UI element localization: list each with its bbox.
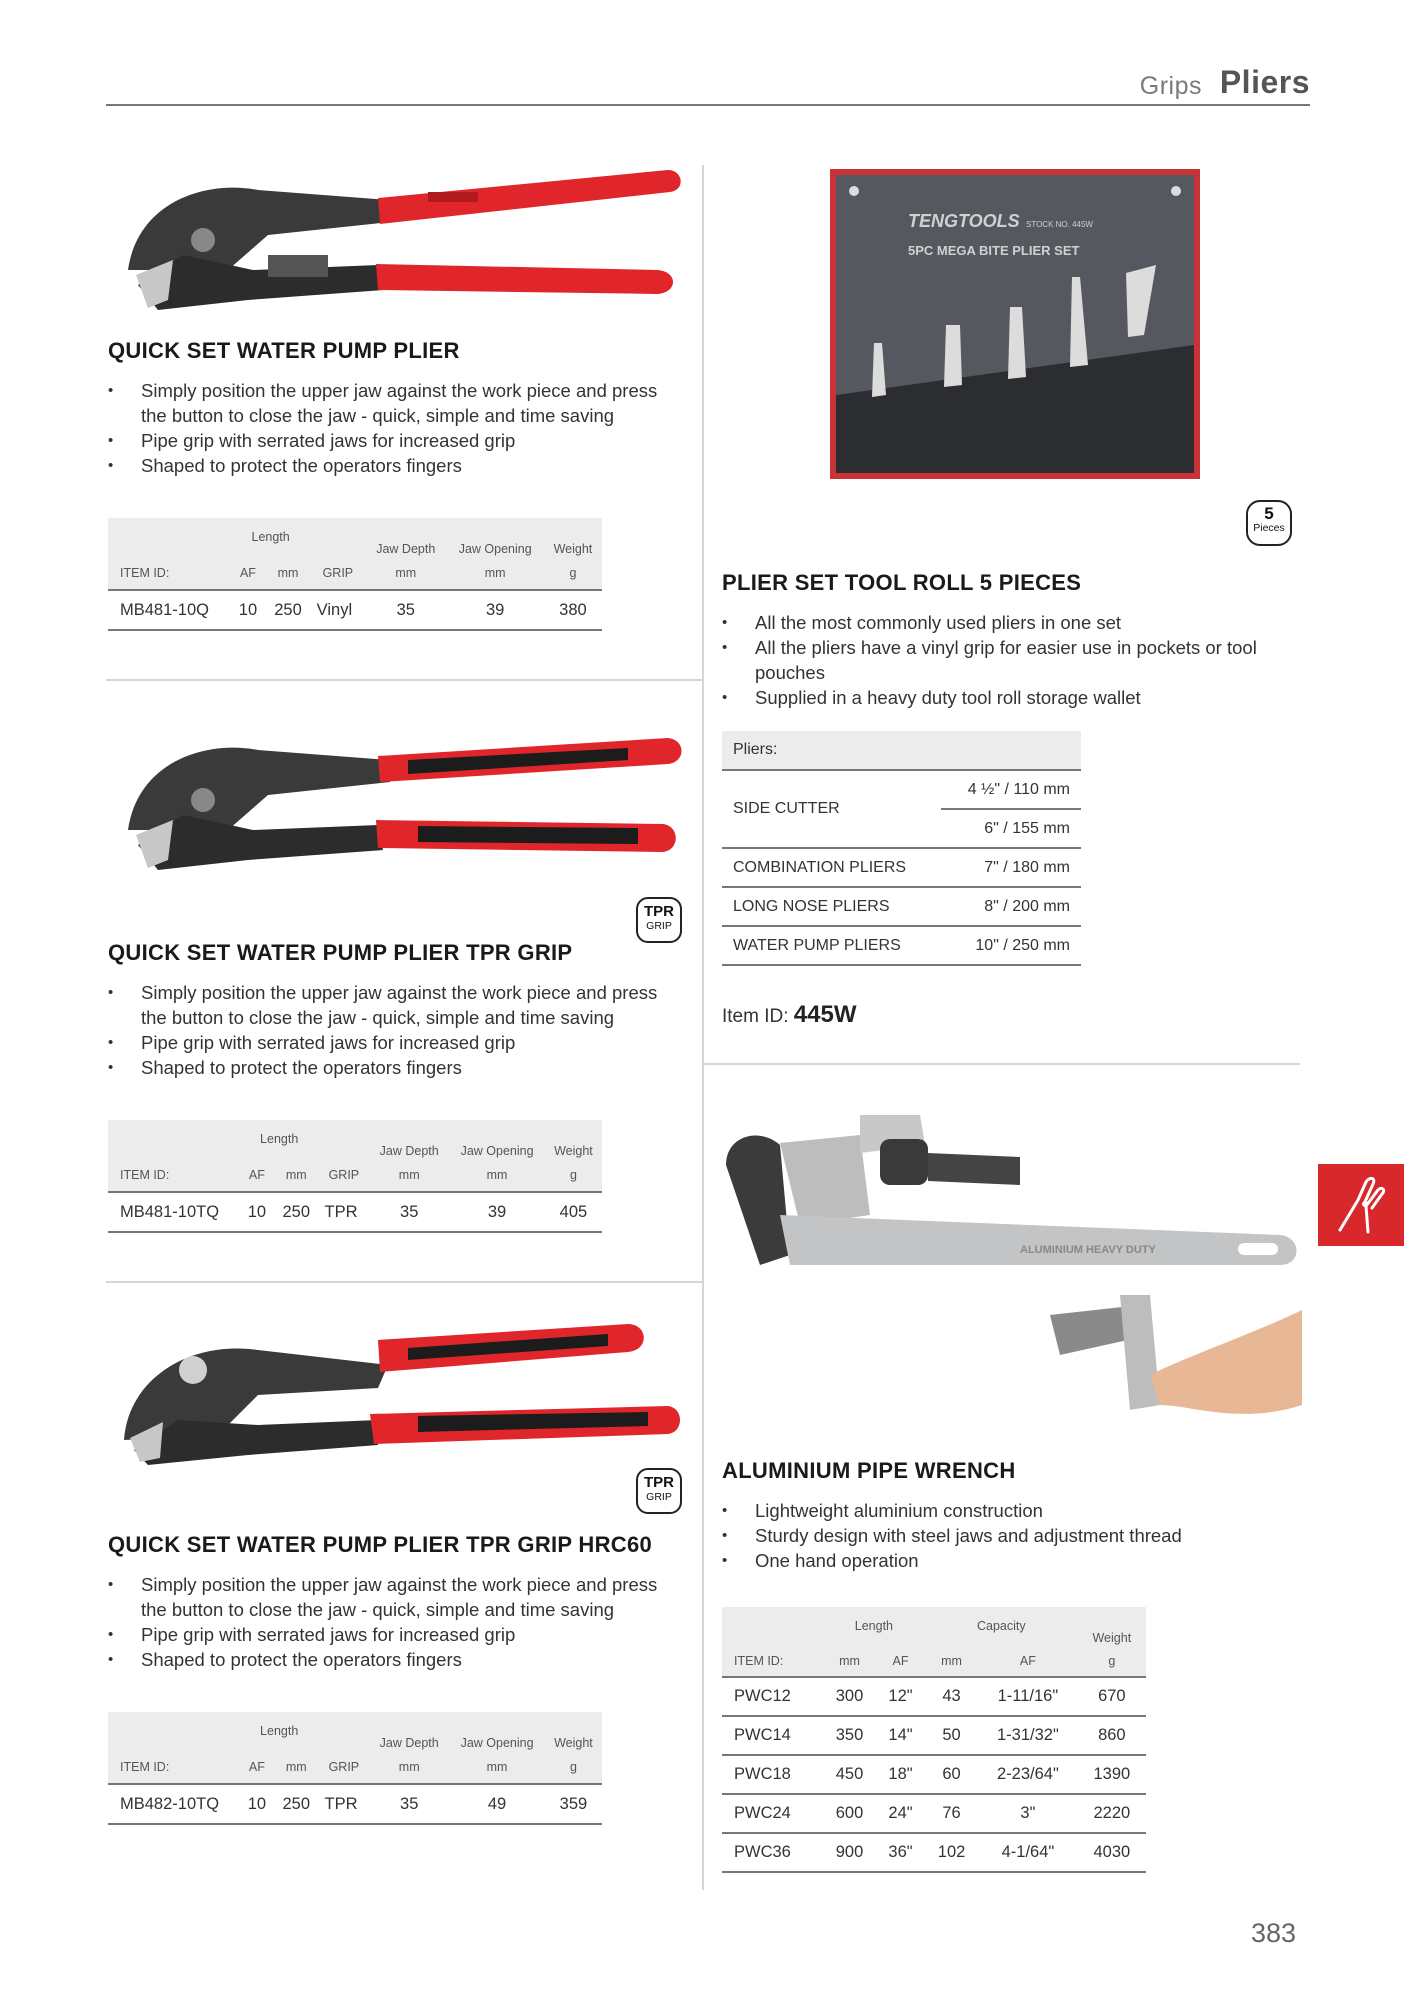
table-row — [722, 848, 1081, 887]
column-header: g — [569, 1167, 577, 1182]
table-group-header — [108, 1712, 602, 1750]
roll-set-name-text: 5PC MEGA BITE PLIER SET — [908, 243, 1080, 258]
feature-list — [108, 378, 668, 478]
table-cell: 1-31/32" — [997, 1726, 1059, 1744]
section-divider — [106, 679, 702, 681]
column-header: AF — [892, 1653, 909, 1668]
column-header: mm — [398, 1759, 420, 1774]
table-cell: MB482-10TQ — [120, 1794, 220, 1813]
plier-size: 8" / 200 mm — [941, 887, 1081, 926]
table-cell: 450 — [835, 1765, 864, 1783]
table-row — [722, 926, 1081, 965]
column-header: Weight — [554, 1144, 593, 1158]
table-group-header — [108, 518, 602, 556]
table-cell: 49 — [487, 1794, 507, 1813]
page-title: Pliers — [1219, 64, 1310, 100]
feature-item: • Simply position the upper jaw against the work piece and press the button to close the jaw - quick, simple and time saving — [108, 1572, 668, 1622]
plier-name: LONG NOSE PLIERS — [722, 887, 941, 926]
table-cell: 60 — [942, 1765, 961, 1783]
water-pump-plier-image — [108, 160, 688, 320]
table-group-header — [108, 1120, 602, 1158]
table-row — [722, 1794, 1146, 1833]
table-cell: 1-11/16" — [997, 1687, 1059, 1705]
tpr-grip-badge — [636, 1468, 682, 1514]
column-header: Weight — [1092, 1631, 1132, 1645]
table-unit-header — [108, 1750, 602, 1784]
table-cell: 10 — [247, 1202, 267, 1221]
product-title: QUICK SET WATER PUMP PLIER — [108, 338, 460, 363]
table-cell: 350 — [835, 1726, 864, 1744]
table-cell: 10 — [238, 600, 258, 619]
table-cell: MB481-10Q — [120, 600, 209, 619]
column-header: GRIP — [328, 1759, 360, 1774]
column-header: g — [1108, 1653, 1116, 1668]
feature-item: • One hand operation — [722, 1548, 1302, 1573]
pieces-badge — [1246, 500, 1292, 546]
table-cell: 14" — [888, 1726, 913, 1744]
column-header: Weight — [554, 1736, 593, 1750]
table-cell: 860 — [1098, 1726, 1126, 1744]
column-header: ITEM ID: — [120, 1759, 170, 1774]
table-cell: 600 — [835, 1804, 864, 1822]
table-cell: 300 — [835, 1687, 864, 1705]
column-header: mm — [285, 1759, 307, 1774]
table-cell: 43 — [942, 1687, 961, 1705]
table-cell: 250 — [282, 1794, 311, 1813]
table-cell: 4-1/64" — [1001, 1843, 1055, 1861]
pipe-wrench-image — [720, 1105, 1302, 1445]
tpr-grip-badge — [636, 897, 682, 943]
table-cell: 18" — [888, 1765, 913, 1783]
section-divider — [704, 1063, 1300, 1065]
table-cell: 35 — [400, 1794, 419, 1813]
table-row — [108, 1192, 602, 1232]
plier-name: WATER PUMP PLIERS — [722, 926, 941, 965]
roll-stock-text: STOCK NO. 445W — [1026, 220, 1093, 229]
feature-list — [108, 980, 668, 1080]
table-cell: 3" — [1020, 1804, 1036, 1822]
feature-item: • Lightweight aluminium construction — [722, 1498, 1302, 1523]
plier-size: 10" / 250 mm — [941, 926, 1081, 965]
plier-size: 4 ½" / 110 mm — [941, 770, 1081, 809]
table-cell: 39 — [485, 600, 505, 619]
spec-table — [108, 1120, 602, 1233]
water-pump-plier-hrc60-image — [108, 1310, 688, 1470]
column-header: Weight — [553, 542, 593, 556]
table-cell: 50 — [942, 1726, 961, 1744]
table-row — [722, 887, 1081, 926]
feature-list — [722, 1498, 1302, 1573]
table-cell: Vinyl — [316, 600, 353, 619]
page-header — [106, 60, 1310, 106]
table-cell: 250 — [274, 600, 302, 619]
feature-item: • Pipe grip with serrated jaws for increased grip — [108, 1030, 668, 1055]
table-row — [108, 1784, 602, 1824]
section-label: Grips — [1139, 72, 1202, 100]
feature-item: • Pipe grip with serrated jaws for increased grip — [108, 428, 668, 453]
column-header: ITEM ID: — [120, 1167, 170, 1182]
badge-text: TPR — [644, 1474, 674, 1491]
table-group-header — [722, 1607, 1146, 1645]
product-title: QUICK SET WATER PUMP PLIER TPR GRIP — [108, 940, 573, 965]
pliers-icon — [1318, 1164, 1404, 1246]
column-header: mm — [484, 565, 506, 580]
water-pump-plier-tpr-image — [108, 720, 688, 870]
plier-size: 6" / 155 mm — [941, 809, 1081, 848]
table-cell: 2220 — [1093, 1804, 1131, 1822]
item-id-label: Item ID: — [722, 1006, 789, 1027]
product-title: PLIER SET TOOL ROLL 5 PIECES — [722, 570, 1082, 595]
column-header: g — [569, 1759, 577, 1774]
table-unit-header — [722, 1645, 1146, 1677]
column-header: Jaw Opening — [460, 1144, 534, 1158]
column-header: mm — [395, 565, 417, 580]
table-unit-header — [108, 1158, 602, 1192]
column-header: mm — [285, 1167, 307, 1182]
pliers-section-tab[interactable] — [1318, 1164, 1404, 1246]
section-divider — [106, 1281, 702, 1283]
feature-item: • Shaped to protect the operators fingers — [108, 1647, 668, 1672]
item-id — [722, 1001, 857, 1029]
feature-list — [722, 610, 1302, 710]
feature-item: • Simply position the upper jaw against the work piece and press the button to close the jaw - quick, simple and time saving — [108, 980, 668, 1030]
table-unit-header — [108, 556, 602, 590]
feature-item: • All the most commonly used pliers in one set — [722, 610, 1302, 635]
table-cell: 4030 — [1093, 1843, 1131, 1861]
table-cell: 76 — [942, 1804, 961, 1822]
column-header: ITEM ID: — [734, 1653, 784, 1668]
spec-table — [108, 518, 602, 631]
column-header: mm — [486, 1759, 508, 1774]
feature-item: • Sturdy design with steel jaws and adjustment thread — [722, 1523, 1302, 1548]
table-cell: TPR — [324, 1202, 358, 1221]
table-cell: 102 — [937, 1843, 966, 1861]
table-cell: 405 — [559, 1202, 588, 1221]
column-header: AF — [1019, 1653, 1036, 1668]
plier-set-roll-image — [826, 165, 1204, 483]
item-id-value: 445W — [793, 1001, 857, 1028]
page-number: 383 — [1250, 1918, 1296, 1948]
table-cell: PWC18 — [734, 1765, 791, 1783]
badge-text: GRIP — [646, 1491, 672, 1503]
feature-item: • Shaped to protect the operators fingers — [108, 1055, 668, 1080]
table-row — [722, 1755, 1146, 1794]
column-header: Jaw Opening — [460, 1736, 534, 1750]
pipe-wrench-spec-table — [722, 1607, 1146, 1873]
table-row — [722, 1716, 1146, 1755]
feature-list — [108, 1572, 668, 1672]
table-cell: 380 — [559, 600, 587, 619]
feature-item: • Supplied in a heavy duty tool roll storage wallet — [722, 685, 1302, 710]
plier-name: SIDE CUTTER — [722, 770, 941, 848]
wrench-engraving-text: ALUMINIUM HEAVY DUTY — [1020, 1244, 1156, 1256]
column-header: mm — [839, 1653, 860, 1668]
table-cell: 900 — [835, 1843, 864, 1861]
column-header: AF — [248, 1167, 265, 1182]
feature-item: • Shaped to protect the operators fingers — [108, 453, 668, 478]
table-cell: 250 — [282, 1202, 311, 1221]
column-header: Length — [260, 1132, 299, 1146]
column-header: Jaw Depth — [379, 1144, 439, 1158]
column-header: Capacity — [976, 1619, 1026, 1633]
table-row — [108, 590, 602, 630]
feature-item: • All the pliers have a vinyl grip for easier use in pockets or tool pouches — [722, 635, 1302, 685]
badge-text: Pieces — [1253, 522, 1285, 534]
table-cell: MB481-10TQ — [120, 1202, 220, 1221]
table-cell: 10 — [247, 1794, 267, 1813]
table-cell: PWC24 — [734, 1804, 791, 1822]
badge-text: 5 — [1264, 504, 1274, 523]
badge-text: GRIP — [646, 920, 672, 932]
table-header — [722, 731, 1081, 770]
product-title: ALUMINIUM PIPE WRENCH — [722, 1458, 1016, 1483]
table-cell: 36" — [888, 1843, 913, 1861]
table-row — [722, 1833, 1146, 1872]
product-title: QUICK SET WATER PUMP PLIER TPR GRIP HRC60 — [108, 1532, 653, 1557]
spec-table — [108, 1712, 602, 1825]
column-header: Jaw Depth — [379, 1736, 439, 1750]
table-cell: 1390 — [1093, 1765, 1131, 1783]
table-cell: TPR — [324, 1794, 358, 1813]
badge-text: TPR — [644, 903, 674, 920]
table-cell: PWC14 — [734, 1726, 791, 1744]
plier-name: COMBINATION PLIERS — [722, 848, 941, 887]
plier-set-table — [722, 731, 1081, 966]
roll-brand-text: TENGTOOLS — [908, 211, 1020, 231]
feature-item: • Pipe grip with serrated jaws for increased grip — [108, 1622, 668, 1647]
column-header: AF — [248, 1759, 265, 1774]
column-header: g — [569, 565, 577, 580]
table-cell: 39 — [487, 1202, 507, 1221]
table-cell: 24" — [888, 1804, 913, 1822]
column-header: Length — [854, 1619, 893, 1633]
table-cell: 35 — [396, 600, 415, 619]
column-header: ITEM ID: — [120, 565, 170, 580]
table-row — [722, 770, 1081, 809]
column-header: mm — [941, 1653, 962, 1668]
column-header: Length — [251, 530, 290, 544]
column-header: mm — [277, 565, 299, 580]
plier-size: 7" / 180 mm — [941, 848, 1081, 887]
table-cell: 359 — [559, 1794, 588, 1813]
column-header: Jaw Depth — [376, 542, 436, 556]
table-cell: PWC36 — [734, 1843, 791, 1861]
column-divider — [702, 165, 704, 1890]
table-cell: 35 — [400, 1202, 419, 1221]
table-cell: PWC12 — [734, 1687, 791, 1705]
table-cell: 12" — [888, 1687, 913, 1705]
column-header: mm — [486, 1167, 508, 1182]
column-header: GRIP — [322, 565, 354, 580]
column-header: GRIP — [328, 1167, 360, 1182]
feature-item: • Simply position the upper jaw against the work piece and press the button to close the jaw - quick, simple and time saving — [108, 378, 668, 428]
table-cell: 670 — [1098, 1687, 1126, 1705]
column-header: AF — [239, 565, 256, 580]
table-header-label: Pliers: — [722, 731, 1081, 770]
column-header: Jaw Opening — [458, 542, 532, 556]
table-cell: 2-23/64" — [997, 1765, 1059, 1783]
column-header: Length — [260, 1724, 299, 1738]
table-row — [722, 1677, 1146, 1716]
column-header: mm — [398, 1167, 420, 1182]
